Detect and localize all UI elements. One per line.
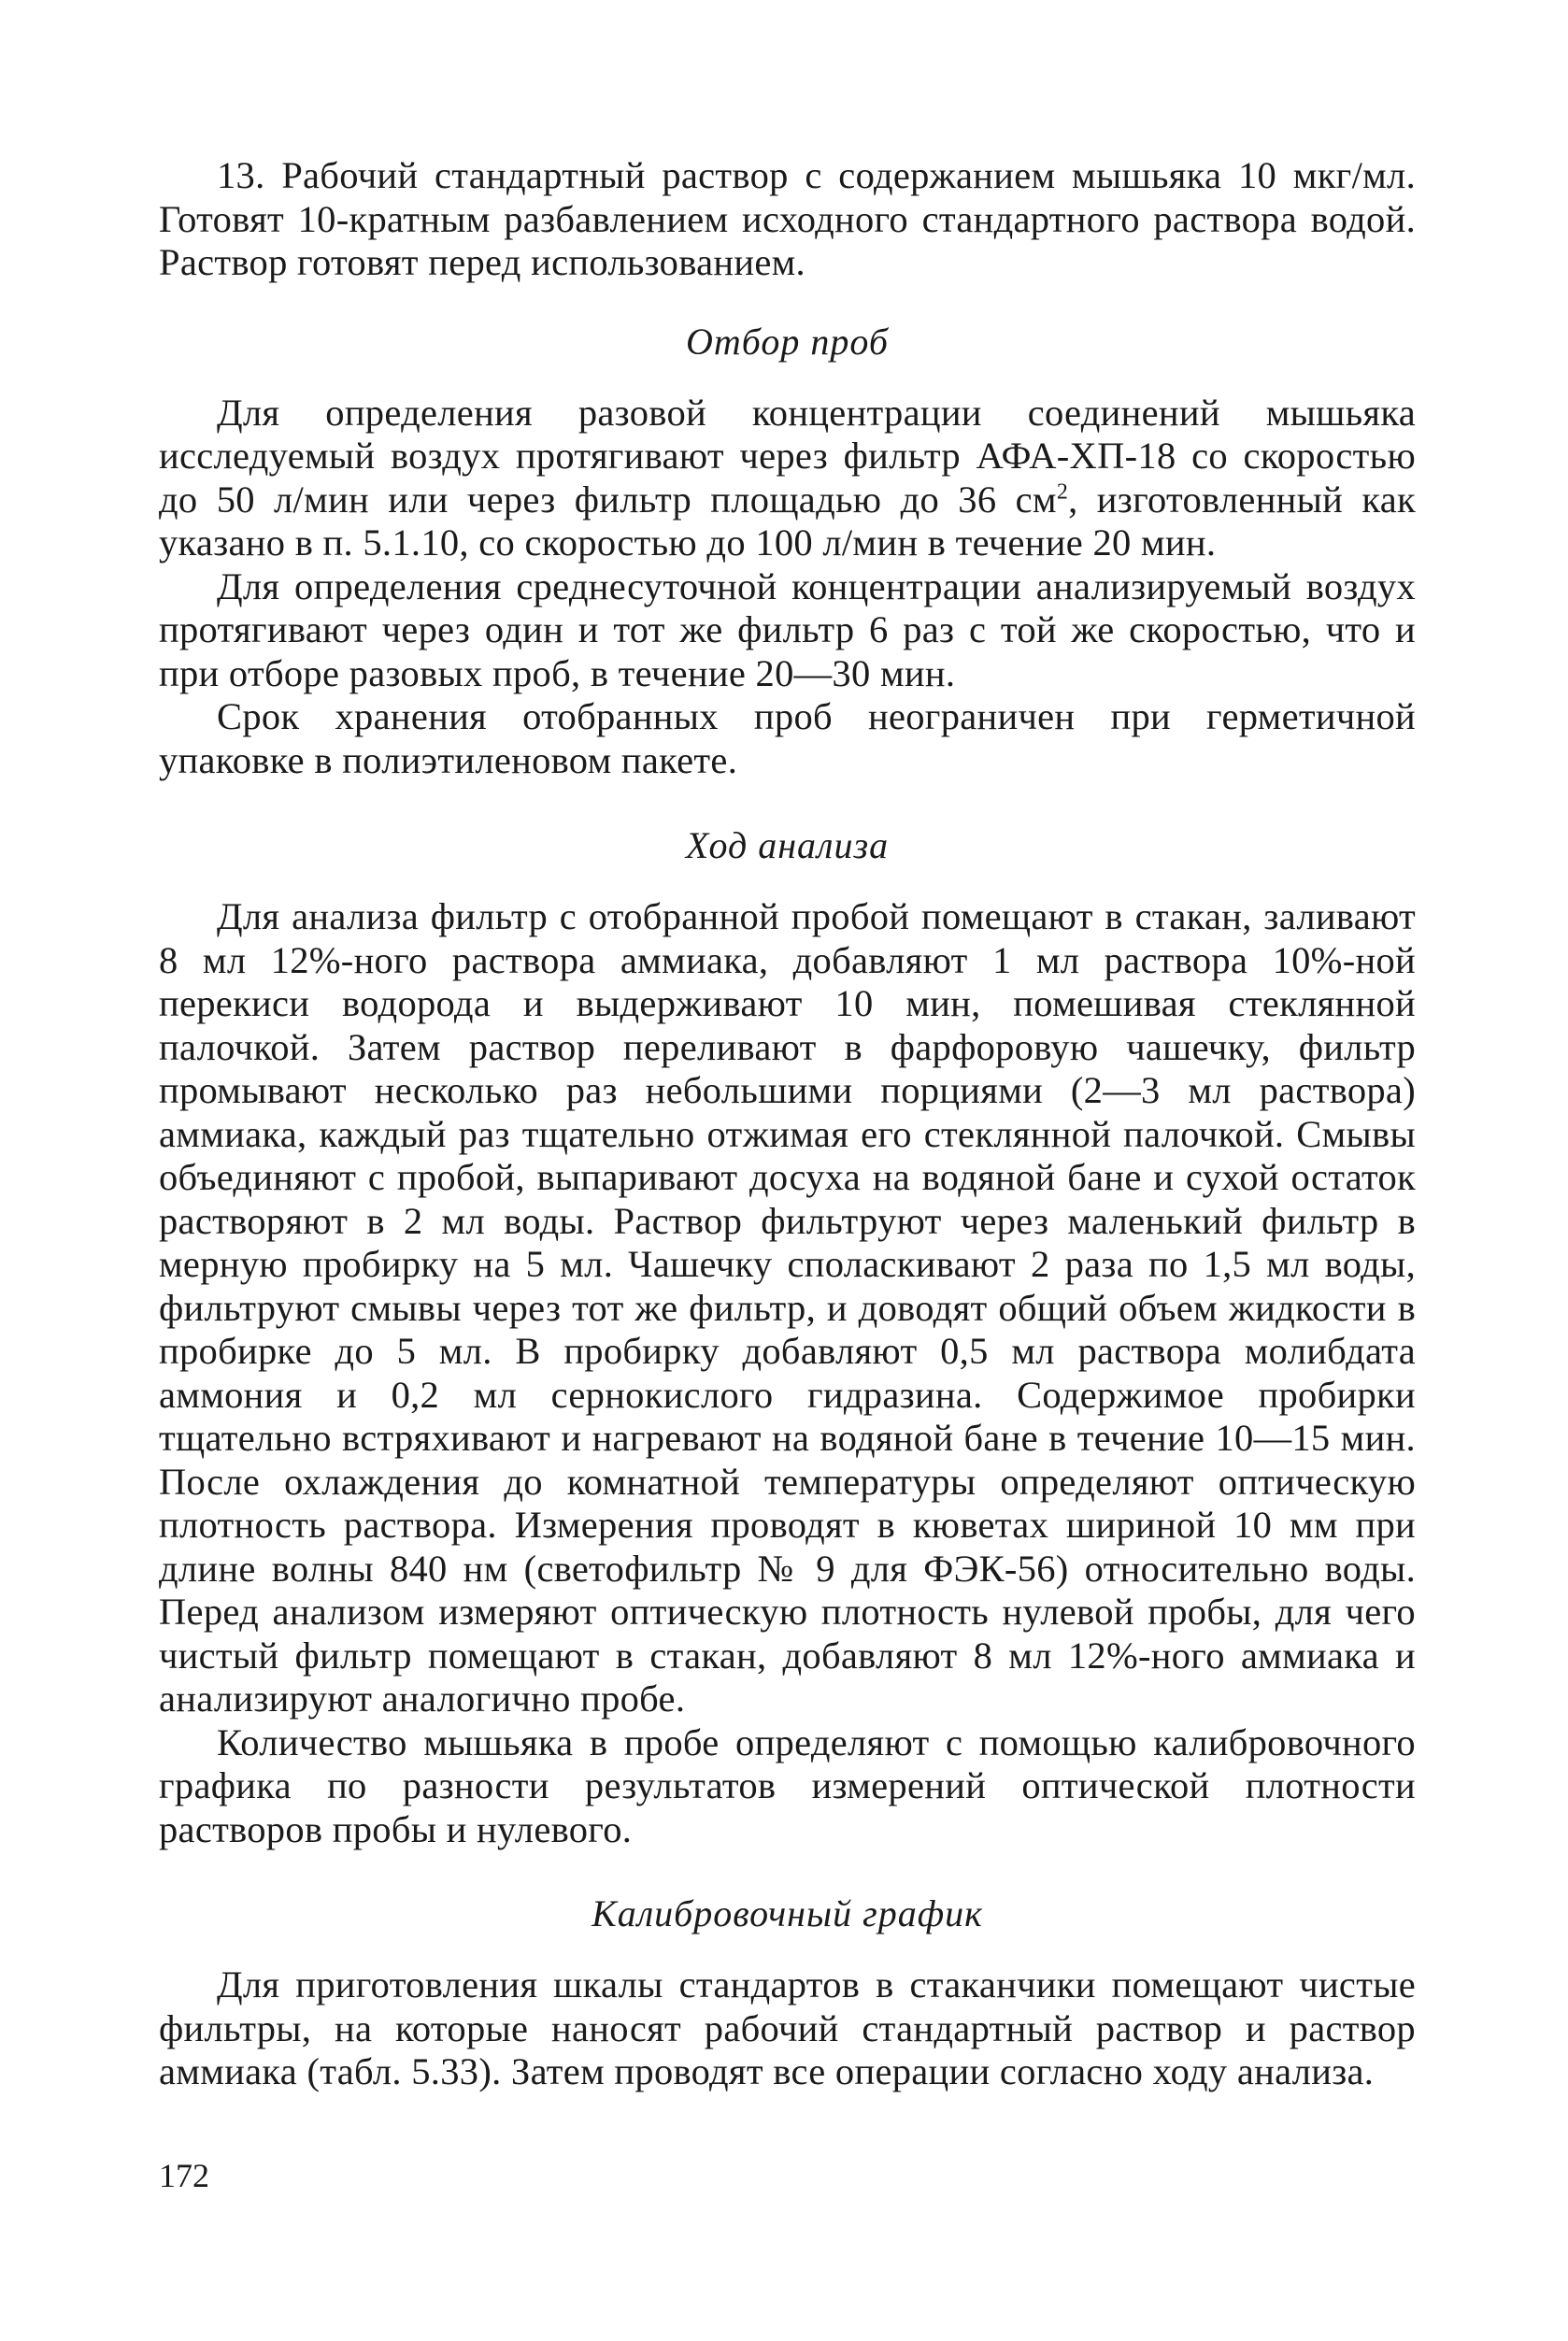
superscript-2: 2 <box>1056 479 1069 504</box>
page-number: 172 <box>159 2157 209 2194</box>
calibration-paragraph-1: Для приготовления шкалы стандартов в стаканчики помещают чистые фильтры, на которые наносят рабочий стандартный раствор и раствор аммиака (табл. 5.33). Затем проводят все операции согласно ходу анализа. <box>159 1963 1416 2092</box>
heading-analysis: Ход анализа <box>685 824 890 866</box>
section-13-paragraph: 13. Рабочий стандартный раствор с содержанием мышьяка 10 мкг/мл. Готовят 10-кратным разбавлением исходного стандартного раствора водой. Раствор готовят перед использованием. <box>159 154 1416 283</box>
analysis-paragraph-2: Количество мышьяка в пробе определяют с помощью калибровочного графика по разности результатов измерений оптической плотности растворов пробы и нулевого. <box>159 1720 1416 1850</box>
heading-calibration: Калибровочный график <box>592 1892 983 1934</box>
page-body <box>159 154 1416 2094</box>
sampling-paragraph-2: Для определения среднесуточной концентрации анализируемый воздух протягивают через один и тот же фильтр 6 раз с той же скоростью, что и при отборе разовых проб, в течение 20—30 мин. <box>159 564 1416 694</box>
sampling-paragraph-1 <box>159 392 1416 565</box>
analysis-paragraph-1: Для анализа фильтр с отобранной пробой помещают в стакан, заливают 8 мл 12%-ного раствора аммиака, добавляют 1 мл раствора 10%-ной перекиси водорода и выдерживают 10 мин, помешивая стеклянной палочкой. Затем раствор переливают в фарфоровую чашечку, фильтр промывают несколько раз небольшими порциями (2—3 мл раствора) аммиака, каждый раз тщательно отжимая его стеклянной палочкой. Смывы объединяют с пробой, выпаривают досуха на водяной бане и сухой остаток растворяют в 2 мл воды. Раствор фильтруют через маленький фильтр в мерную пробирку на 5 мл. Чашечку споласкивают 2 раза по 1,5 мл воды, фильтруют смывы через тот же фильтр, и доводят общий объем жидкости в пробирке до 5 мл. В пробирку добавляют 0,5 мл раствора молибдата аммония и 0,2 мл сернокислого гидразина. Содержимое пробирки тщательно встряхивают и нагревают на водяной бане в течение 10—15 мин. После охлаждения до комнатной температуры определяют оптическую плотность раствора. Измерения проводят в кюветах шириной 10 мм при длине волны 840 нм (светофильтр № 9 для ФЭК-56) относительно воды. Перед анализом измеряют оптическую плотность нулевой пробы, для чего чистый фильтр помещают в стакан, добавляют 8 мл 12%-ного аммиака и анализируют аналогично пробе. <box>159 895 1416 1720</box>
sampling-paragraph-1-text-a: Для определения разовой концентрации соединений мышьяка исследуемый воздух протягивают через фильтр АФА-ХП-18 со скоростью до 50 л/мин или через фильтр площадью до 36 см <box>159 391 1416 521</box>
sampling-paragraph-1-text-b: , изготовленный как указано в п. 5.1.10, со скоростью до 100 л/мин в течение 20 мин. <box>159 478 1416 564</box>
sampling-paragraph-3: Срок хранения отобранных проб неограничен при герметичной упаковке в полиэтиленовом пакете. <box>159 695 1416 781</box>
heading-sampling: Отбор проб <box>686 320 889 363</box>
